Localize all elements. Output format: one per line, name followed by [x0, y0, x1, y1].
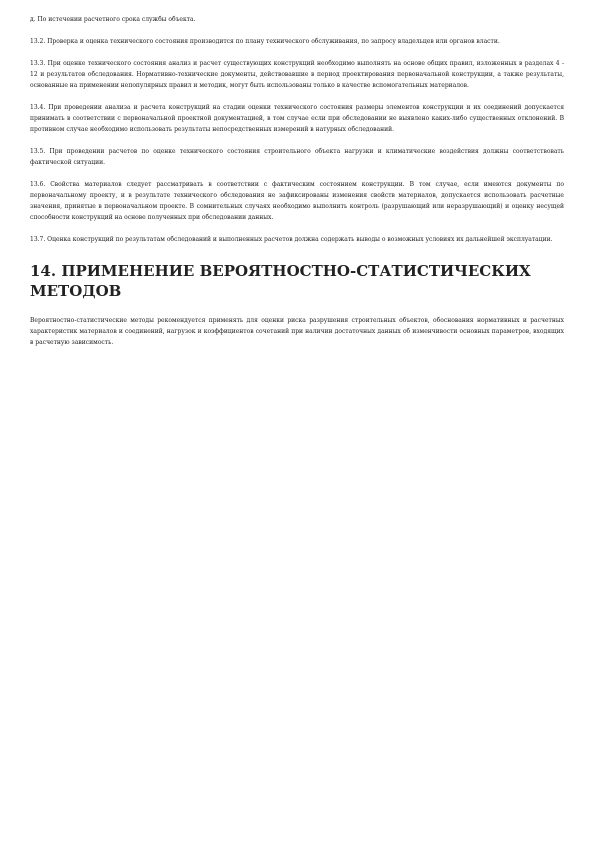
paragraph-13-1-d: д. По истечении расчетного срока службы объекта. — [30, 16, 196, 23]
paragraph-13-2: 13.2. Проверка и оценка технического состояния производится по плану технического обслуживания, по запросу владельцев или органов власти. — [30, 38, 500, 45]
section-heading-14: 14. ПРИМЕНЕНИЕ ВЕРОЯТНОСТНО-СТАТИСТИЧЕСКИХ МЕТОДОВ — [30, 262, 531, 300]
paragraph-13-5: 13.5. При проведении расчетов по оценке технического состояния строительного объекта нагрузки и климатические воздействия должны соответствовать фактической ситуации. — [30, 148, 564, 166]
paragraph-13-6: 13.6. Свойства материалов следует рассматривать в соответствии с фактическим состоянием конструкции. В том случае, если имеются документы по первоначальному проекту, и в результате технического обследования не зафиксированы изменения свойств материалов, допускается использовать расчетные значения, принятые в первоначальном проекте. В сомнительных случаях необходимо выполнить контроль (разрушающий или неразрушающий) и оценку несущей способности конструкций на основе полученных при обследовании данных. — [30, 181, 564, 221]
paragraph-14-body: Вероятностно-статистические методы рекомендуется применять для оценки риска разрушения строительных объектов, обоснования нормативных и расчетных характеристик материалов и соединений, нагрузок и коэффициентов сочетаний при наличии достаточных данных об изменчивости основных параметров, входящих в расчетную зависимость. — [30, 317, 564, 346]
paragraph-13-4: 13.4. При проведении анализа и расчета конструкций на стадии оценки технического состояния размеры элементов конструкции и их соединений допускается принимать в соответствии с первоначальной проектной документацией, в том случае если при обследовании не выявлено каких-либо существенных отклонений. В противном случае необходимо использовать результаты непосредственных измерений в натурных обследований. — [30, 104, 564, 133]
paragraph-13-7: 13.7. Оценка конструкций по результатам обследований и выполненных расчетов должна содержать выводы о возможных условиях их дальнейшей эксплуатации. — [30, 236, 553, 243]
paragraph-13-3: 13.3. При оценке технического состояния анализ и расчет существующих конструкций необходимо выполнять на основе общих правил, изложенных в разделах 4 - 12 и результатов обследования. Нормативно-технические документы, действовавшие в период проектирования первоначальной конструкции, а также результаты, основанные на применении непопулярных правил и методик, могут быть использованы только в качестве вспомогательных материалов. — [30, 60, 564, 89]
document-page — [30, 14, 564, 359]
